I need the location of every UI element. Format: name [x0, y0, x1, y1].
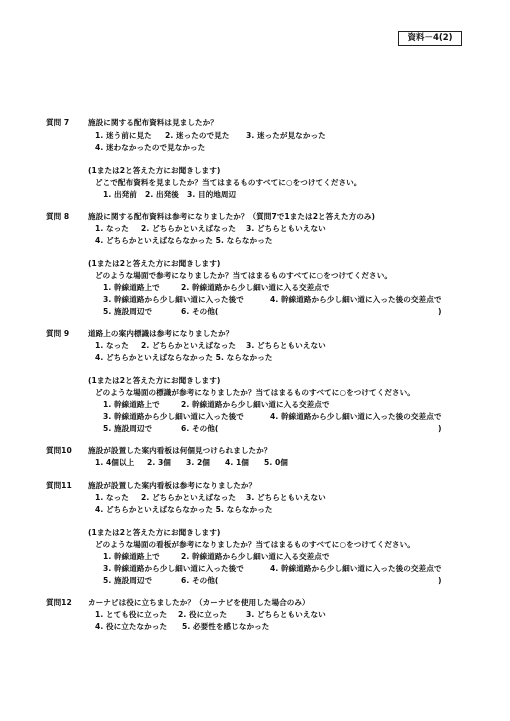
option: 2. どちらかといえばなった: [141, 341, 237, 350]
option: 3. 迷ったが見なかった: [246, 131, 326, 140]
option: 1. 迷う前に見た: [95, 131, 152, 140]
option-other-close: ): [438, 576, 442, 585]
option: 5. 施設周辺で: [103, 307, 153, 316]
option: 5. 必要性を感じなかった: [182, 622, 270, 631]
option: 3. どちらともいえない: [246, 610, 326, 619]
question-number: 質問12: [46, 598, 72, 607]
option: 3. 2個: [186, 458, 210, 467]
option: 2. 幹線道路から少し細い道に入る交差点で: [181, 400, 330, 409]
option: 4. 1個: [225, 458, 249, 467]
sub-question-intro: (1または2と答えた方にお聞きします): [88, 528, 221, 537]
option: 3. どちらともいえない: [246, 493, 326, 502]
option: 2. 3個: [147, 458, 171, 467]
sub-question-text: どのような場面で参考になりましたか？当てはまるものすべてに○をつけてください。: [95, 271, 392, 280]
option: 1. 幹線道路上で: [103, 400, 160, 409]
option: 2. 幹線道路から少し細い道に入る交差点で: [181, 283, 330, 292]
option: 2. 迷ったので見た: [165, 131, 230, 140]
option: 1. なった: [95, 493, 129, 502]
option: 4. どちらかといえばならなかった 5. ならなかった: [95, 236, 273, 245]
option: 3. 幹線道路から少し細い道に入った後で: [103, 412, 244, 421]
option: 1. 幹線道路上で: [103, 283, 160, 292]
option: 3. 目的地周辺: [187, 190, 237, 199]
question-text: カーナビは役に立ちましたか？（カーナビを使用した場合のみ）: [88, 598, 310, 607]
option: 5. 0個: [264, 458, 288, 467]
option: 1. 出発前: [103, 190, 137, 199]
question-number: 質問 8: [46, 212, 70, 221]
option-other: 6. その他(: [181, 424, 219, 433]
question-number: 質問11: [46, 481, 72, 490]
option: 5. 施設周辺で: [103, 576, 153, 585]
option: 2. 役に立った: [178, 610, 228, 619]
sub-question-text: どのような場面の標識が参考になりましたか？当てはまるものすべてに○をつけてください。: [95, 388, 415, 397]
sub-question-intro: (1または2と答えた方にお聞きします): [88, 166, 221, 175]
option: 4. 迷わなかったので見なかった: [95, 143, 206, 152]
option-other-close: ): [438, 424, 442, 433]
option-other-close: ): [438, 307, 442, 316]
question-number: 質問 7: [46, 118, 70, 127]
question-text: 施設が設置した案内看板は参考になりましたか？: [88, 481, 257, 490]
option: 4. 幹線道路から少し細い道に入った後の交差点で: [270, 412, 442, 421]
question-text: 施設に関する配布資料は参考になりましたか？（質問7で1または2と答えた方のみ): [88, 212, 376, 221]
sub-question-text: どこで配布資料を見ましたか？当てはまるものすべてに○をつけてください。: [95, 178, 362, 187]
option-other: 6. その他(: [181, 307, 219, 316]
option: 4. 幹線道路から少し細い道に入った後の交差点で: [270, 295, 442, 304]
option: 1. なった: [95, 341, 129, 350]
option: 3. 幹線道路から少し細い道に入った後で: [103, 564, 244, 573]
option: 3. 幹線道路から少し細い道に入った後で: [103, 295, 244, 304]
option: 2. どちらかといえばなった: [141, 224, 237, 233]
sub-question-text: どのような場面の看板が参考になりましたか？当てはまるものすべてに○をつけてください。: [95, 540, 415, 549]
option: 3. どちらともいえない: [246, 224, 326, 233]
question-text: 道路上の案内標識は参考になりましたか？: [88, 329, 234, 338]
option: 1. なった: [95, 224, 129, 233]
option: 1. とても役に立った: [95, 610, 168, 619]
option: 2. 幹線道路から少し細い道に入る交差点で: [181, 552, 330, 561]
question-number: 質問10: [46, 446, 72, 455]
option: 1. 幹線道路上で: [103, 552, 160, 561]
option: 5. 施設周辺で: [103, 424, 153, 433]
option-other: 6. その他(: [181, 576, 219, 585]
option: 3. どちらともいえない: [246, 341, 326, 350]
document-label-badge: 資料－4(2): [398, 31, 462, 46]
option: 4. どちらかといえばならなかった 5. ならなかった: [95, 353, 273, 362]
option: 1. 4個以上: [95, 458, 135, 467]
option: 4. 役に立たなかった: [95, 622, 168, 631]
question-text: 施設が設置した案内看板は何個見つけられましたか？: [88, 446, 272, 455]
option: 4. どちらかといえばならなかった 5. ならなかった: [95, 505, 273, 514]
option: 4. 幹線道路から少し細い道に入った後の交差点で: [270, 564, 442, 573]
option: 2. どちらかといえばなった: [141, 493, 237, 502]
sub-question-intro: (1または2と答えた方にお聞きします): [88, 376, 221, 385]
option: 2. 出発後: [145, 190, 179, 199]
sub-question-intro: (1または2と答えた方にお聞きします): [88, 259, 221, 268]
question-number: 質問 9: [46, 329, 70, 338]
question-text: 施設に関する配布資料は見ましたか？: [88, 118, 218, 127]
